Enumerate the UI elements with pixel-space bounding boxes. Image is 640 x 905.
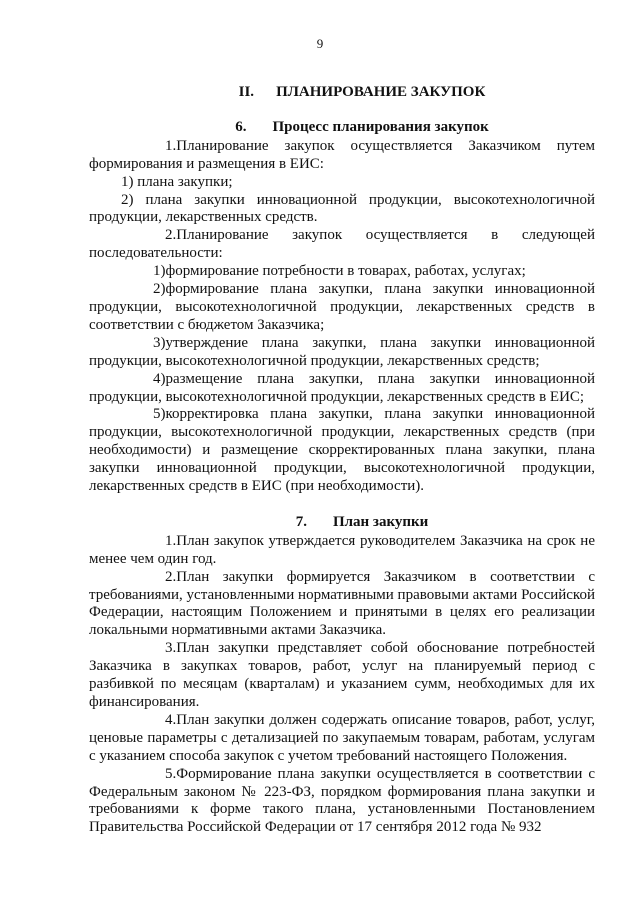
paragraph-7-5 [89,766,595,838]
list-item-number: 4) [153,370,166,387]
list-item [89,406,595,496]
list-item-text: формирование потребности в товарах, работах, услугах; [165,263,526,280]
list-item: 1) плана закупки; [121,173,233,190]
paragraph-6-2 [89,227,595,263]
paragraph-number: 5. [165,765,177,782]
paragraph-number: 1. [165,532,177,549]
section-title: ПЛАНИРОВАНИЕ ЗАКУПОК [276,84,486,100]
list-item-number: 5) [153,406,166,423]
list-item-number: 1) [153,263,166,280]
paragraph-text: План закупки представляет собой обоснование потребностей Заказчика в закупках товаров, работ, услуг на планируемый период с разбивкой по месяцам (кварталам) и указанием сумм, необходимых для их финансирования. [89,640,595,710]
subsection-7-title: План закупки [332,513,429,530]
paragraph-number: 4. [165,711,177,728]
list-item-text: формирование плана закупки, плана закупки инновационной продукции, высокотехнологичной продукции, лекарственных средств в соответствии с бюджетом Заказчика; [89,281,595,333]
paragraph-7-3 [89,640,595,712]
paragraph-text: Планирование закупок осуществляется в следующей последовательности: [89,227,595,262]
paragraph-7-2 [89,569,595,641]
list-item: 2) плана закупки инновационной продукции, высокотехнологичной продукции, лекарственных средств. [89,191,595,226]
document-body [89,84,595,837]
subsection-7-number: 7. [295,513,307,530]
paragraph-text: Формирование плана закупки осуществляется в соответствии с Федеральным законом № 223-ФЗ, порядком формирования плана закупки и требованиями к форме такого плана, установленными Постановлением Правительства Российской Федерации от 17 сентября 2012 года № 932 [89,765,595,836]
list-item-number: 2) [153,281,166,298]
list-item-text: утверждение плана закупки, плана закупки инновационной продукции, высокотехнологичной продукции, лекарственных средств; [89,334,595,369]
paragraph-text: План закупок утверждается руководителем Заказчика на срок не менее чем один год. [89,532,595,567]
paragraph-number: 2. [165,568,177,585]
paragraph-7-1 [89,533,595,569]
subsection-6-number: 6. [235,118,247,135]
list-item [89,371,595,407]
list-item [89,335,595,371]
list-item [89,263,595,281]
section-heading [89,84,595,102]
subsection-6-title: Процесс планирования закупок [272,118,489,135]
subsection-7-heading [89,514,595,532]
paragraph-6-1 [89,138,595,174]
paragraph-text: План закупки должен содержать описание товаров, работ, услуг, ценовые параметры с детализацией по закупаемым товарам, работам, услугам с указанием способа закупок с учетом требований настоящего Положения. [89,711,595,764]
list-item-text: размещение плана закупки, плана закупки инновационной продукции, высокотехнологичной продукции, лекарственных средств в ЕИС; [89,370,595,405]
list-item [89,281,595,335]
list-item-text: корректировка плана закупки, плана закупки инновационной продукции, высокотехнологичной продукции, лекарственных средств (при необходимости) и размещение скорректированных плана закупки, плана закупки инновационной продукции, высокотехнологичной продукции, лекарственных средств в ЕИС (при необходимости). [89,406,595,495]
list-item-number: 3) [153,334,166,351]
paragraph-7-4 [89,712,595,766]
paragraph-text: Планирование закупок осуществляется Заказчиком путем формирования и размещения в ЕИС: [89,137,595,172]
paragraph-number: 1. [165,137,177,154]
paragraph-number: 3. [165,640,177,657]
paragraph-text: План закупки формируется Заказчиком в соответствии с требованиями, установленными нормативными правовыми актами Российской Федерации, настоящим Положением и принятыми в целях его реализации локальными нормативными актами Заказчика. [89,568,595,639]
subsection-6-heading [89,119,595,137]
section-number: II. [238,84,255,100]
paragraph-number: 2. [165,227,177,244]
page-number: 9 [316,36,324,51]
